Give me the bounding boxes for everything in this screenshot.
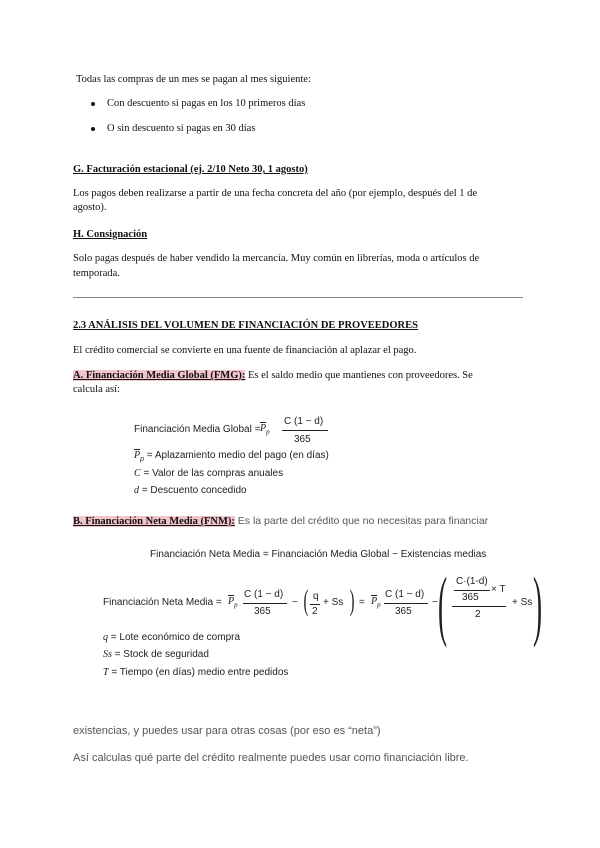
fraction-denominator: 365 [395,606,412,617]
fraction-numerator: C (1 − d) [244,589,284,600]
fnm-description: Es la parte del crédito que no necesitas para financiar [234,515,489,527]
legend-item: d = Descuento concedido [134,485,247,496]
fraction-bar [384,603,428,604]
fmg-line1 [73,368,473,383]
section-g-heading: G. Facturación estacional (ej. 2/10 Neto 30, 1 agosto) [73,164,308,175]
plus-ss: + Ss [512,597,533,608]
fnm-formula-p: $\overline{P}_p$ [371,596,381,609]
fnm-formula-text: Financiación Neta Media = Financiación Media Global − Existencias medias [150,549,487,560]
legend-item: q = Lote económico de compra [103,632,241,643]
big-right-paren: ) [533,561,543,648]
legend-item: Ss = Stock de seguridad [103,649,209,660]
fmg-description: Es el saldo medio que mantienes con proveedores. Se [245,370,473,381]
fnm-formula-lhs: Financiación Neta Media = [103,597,222,608]
fmg-formula-lhs: Financiación Media Global = [134,424,261,435]
minus-sign: − [292,597,298,608]
bullet-dot [91,102,95,106]
closing-line1: existencias, y puedes usar para otras cosas (por eso es “neta”) [73,725,381,737]
fraction-bar [243,603,287,604]
inner-denominator: 365 [462,592,479,603]
left-paren: ( [303,584,309,617]
fnm-label: B. Financiación Neta Media (FNM): [73,516,235,527]
times-t: × T [491,584,506,595]
bullet-dot [91,127,95,131]
section-23-heading: 2.3 ANÁLISIS DEL VOLUMEN DE FINANCIACIÓN DE PROVEEDORES [73,320,418,331]
closing-line2: Así calculas qué parte del crédito realmente puedes usar como financiación libre. [73,752,469,764]
fmg-formula-p: $\overline{P}_p$ [260,423,270,436]
fmg-formula-numerator: C (1 − d) [284,416,324,427]
plus-ss: + Ss [323,597,344,608]
equals-sign: = [359,597,365,608]
section-g-line2: agosto). [73,202,107,213]
big-denominator: 2 [475,609,481,620]
fraction-bar [282,430,328,431]
minus-sign: − [432,597,438,608]
legend-item: $\overline{P}_p$ = Aplazamiento medio del pago (en días) [134,450,329,463]
intro-text: Todas las compras de un mes se pagan al mes siguiente: [76,74,311,85]
legend-item: T = Tiempo (en días) medio entre pedidos [103,667,289,678]
right-paren: ) [349,584,355,617]
legend-item: C = Valor de las compras anuales [134,468,284,479]
fraction-bar [310,604,320,605]
horizontal-rule [73,297,523,298]
fnm-line [73,514,488,529]
section-h-heading: H. Consignación [73,229,148,240]
fmg-formula-denominator: 365 [294,434,311,445]
bullet-item: Con descuento si pagas en los 10 primeros días [107,98,306,109]
fraction-denominator: 365 [254,606,271,617]
fmg-label: A. Financiación Media Global (FMG): [73,370,246,381]
fraction-denominator: 2 [312,606,318,617]
section-g-line1: Los pagos deben realizarse a partir de una fecha concreta del año (por ejemplo, después del 1 de [73,188,478,199]
fraction-bar [452,606,506,607]
inner-numerator: C·(1-d) [456,576,488,587]
big-left-paren: ( [438,561,448,648]
fnm-formula-p: $\overline{P}_p$ [228,596,238,609]
bullet-item: O sin descuento si pagas en 30 días [107,123,256,134]
fmg-line2: calcula así: [73,384,120,395]
fraction-bar [454,590,490,591]
section-h-line1: Solo pagas después de haber vendido la mercancía. Muy común en librerías, moda o artículos de [73,253,480,264]
section-23-text: El crédito comercial se convierte en una fuente de financiación al aplazar el pago. [73,345,417,356]
section-h-line2: temporada. [73,268,120,279]
fraction-numerator: q [313,591,319,602]
fraction-numerator: C (1 − d) [385,589,425,600]
